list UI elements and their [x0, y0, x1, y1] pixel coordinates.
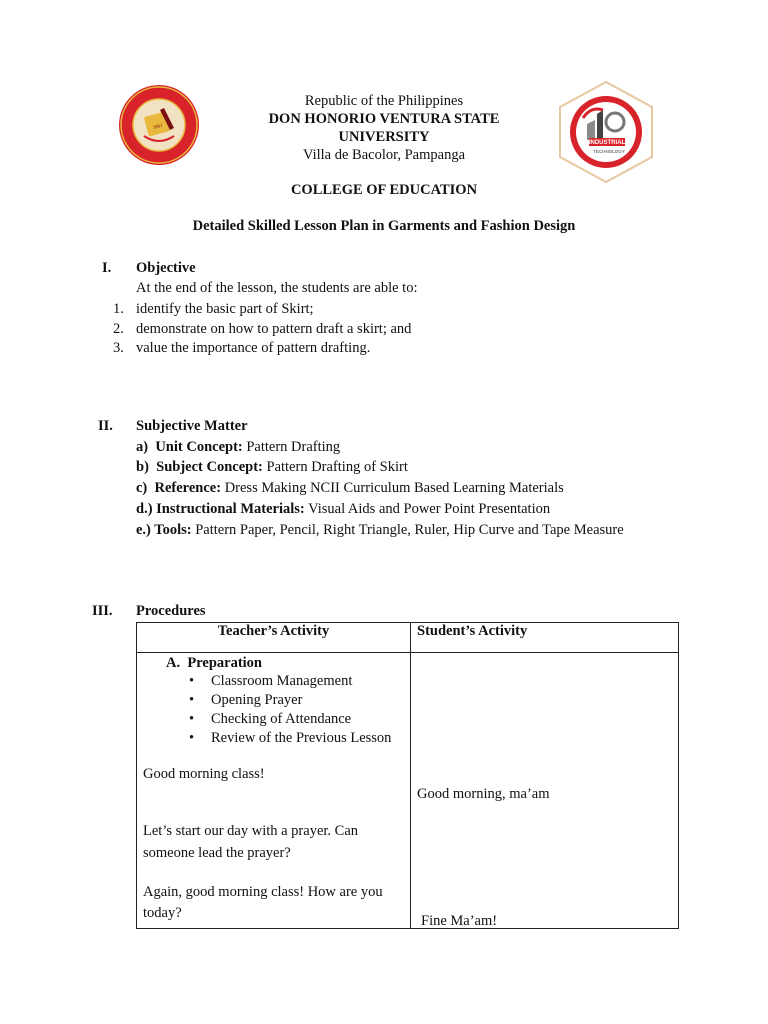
objective-item-3: value the importance of pattern drafting. [136, 340, 371, 356]
teacher-line-4: Again, good morning class! How are you [143, 884, 383, 900]
teacher-activity-header: Teacher’s Activity [137, 623, 411, 653]
section-2-title: Subjective Matter [136, 418, 248, 434]
teacher-line-3: someone lead the prayer? [143, 845, 291, 861]
section-2-number: II. [98, 418, 113, 434]
header-republic: Republic of the Philippines [304, 93, 464, 109]
teacher-line-2: Let’s start our day with a prayer. Can [143, 823, 359, 839]
table-row [137, 653, 679, 929]
teacher-line-5: today? [143, 905, 182, 921]
subject-item-c-text: Dress Making NCII Curriculum Based Learning Materials [221, 480, 564, 496]
subject-item-b [136, 459, 408, 476]
student-line-2: Fine Ma’am! [421, 913, 498, 929]
subject-item-e-label: e.) Tools: [136, 522, 192, 538]
objective-intro: At the end of the lesson, the students are able to: [136, 280, 418, 296]
section-3-number: III. [92, 603, 113, 619]
lesson-plan-title: Detailed Skilled Lesson Plan in Garments and Fashion Design [192, 218, 576, 234]
subject-item-d-label: d.) Instructional Materials: [136, 501, 305, 517]
badge-text-industrial: INDUSTRIAL [588, 140, 626, 146]
section-1-title: Objective [136, 260, 196, 276]
student-activity-cell [411, 653, 679, 929]
prep-item-4: • Review of the Previous Lesson [211, 730, 391, 747]
header-address: Villa de Bacolor, Pampanga [302, 147, 466, 163]
procedures-table [136, 622, 679, 929]
subject-item-b-label: b) Subject Concept: [136, 459, 263, 475]
subject-item-d-text: Visual Aids and Power Point Presentation [304, 501, 551, 517]
subject-item-b-text: Pattern Drafting of Skirt [262, 459, 408, 475]
seal-year-text: 1861 [152, 123, 164, 132]
prep-item-3: • Checking of Attendance [211, 711, 351, 728]
subject-item-c [136, 480, 564, 497]
teacher-activity-cell [137, 653, 411, 929]
subject-item-a [136, 439, 340, 456]
subject-item-a-text: Pattern Drafting [242, 439, 341, 455]
subject-item-c-label: c) Reference: [136, 480, 222, 496]
subject-item-e [136, 522, 624, 539]
prep-item-2: • Opening Prayer [211, 692, 302, 709]
objective-item-1-number: 1. [113, 301, 124, 317]
teacher-line-1: Good morning class! [143, 766, 265, 782]
header-university-line1: DON HONORIO VENTURA STATE [268, 111, 500, 127]
subject-item-d [136, 501, 550, 518]
section-1-number: I. [102, 260, 112, 276]
college-title: COLLEGE OF EDUCATION [290, 182, 478, 198]
section-3-title: Procedures [136, 603, 206, 619]
student-line-1: Good morning, ma’am [417, 786, 550, 802]
subject-item-a-label: a) Unit Concept: [136, 439, 243, 455]
objective-item-1: identify the basic part of Skirt; [136, 301, 314, 317]
prep-item-1: • Classroom Management [211, 673, 352, 690]
objective-item-2-number: 2. [113, 321, 124, 337]
objective-item-3-number: 3. [113, 340, 124, 356]
subject-item-e-text: Pattern Paper, Pencil, Right Triangle, Ruler, Hip Curve and Tape Measure [191, 522, 624, 538]
badge-text-technology: TECHNOLOGY [593, 149, 625, 154]
objective-item-2: demonstrate on how to pattern draft a skirt; and [136, 321, 412, 337]
table-header-row [137, 623, 679, 653]
header-university-line2: UNIVERSITY [338, 129, 430, 145]
student-activity-header: Student’s Activity [411, 623, 679, 653]
preparation-label: A. Preparation [166, 655, 262, 671]
